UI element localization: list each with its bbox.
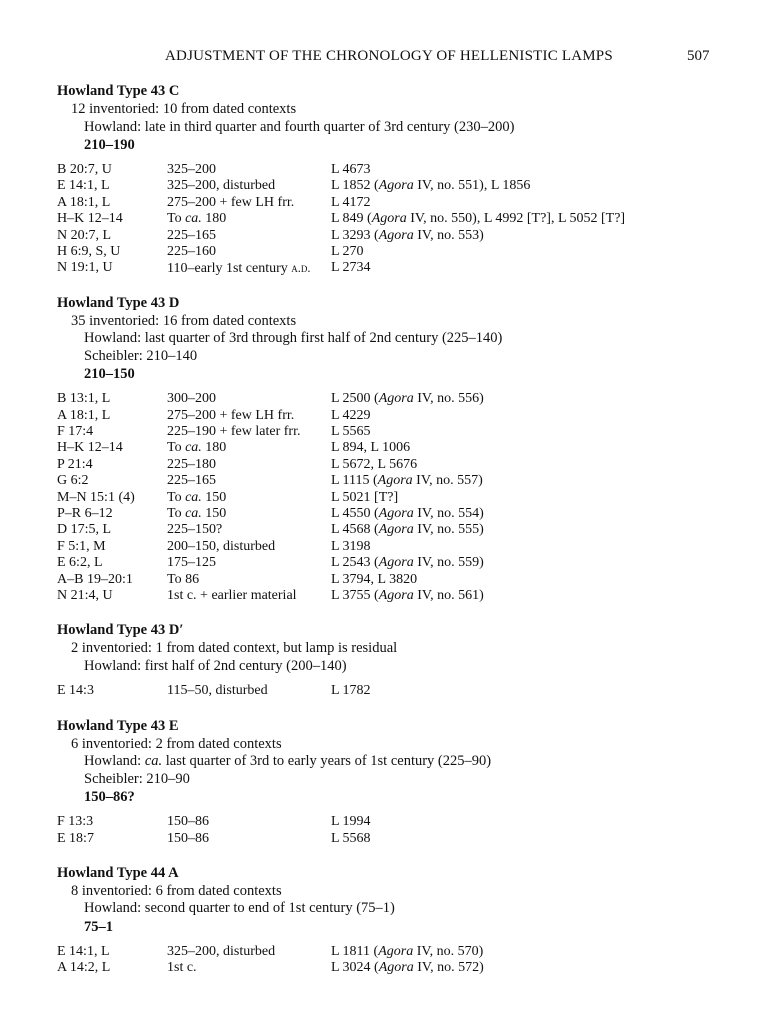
deposit-date: To 86 <box>167 571 200 587</box>
deposit-context: N 20:7, L <box>57 227 112 243</box>
type-section <box>57 294 717 605</box>
deposit-row <box>57 814 717 830</box>
deposit-context: F 5:1, M <box>57 538 106 554</box>
deposit-row <box>57 162 717 178</box>
dating-note: Howland: ca. last quarter of 3rd to early years of 1st century (225–90) <box>84 753 492 770</box>
deposit-context: G 6:2 <box>57 473 89 489</box>
lamp-inventory-numbers: L 894, L 1006 <box>331 440 411 456</box>
deposit-row <box>57 440 717 456</box>
deposit-date: To ca. 150 <box>167 489 227 505</box>
proposed-date-range: 210–150 <box>84 366 135 383</box>
lamp-inventory-numbers: L 270 <box>331 243 364 259</box>
lamp-inventory-numbers: L 4550 (Agora IV, no. 554) <box>331 505 484 521</box>
deposit-context: A–B 19–20:1 <box>57 571 133 587</box>
lamp-inventory-numbers: L 3198 <box>331 538 371 554</box>
type-heading: Howland Type 43 D <box>57 294 180 311</box>
type-section <box>57 82 717 277</box>
deposit-context: A 18:1, L <box>57 407 111 423</box>
deposit-date: 115–50, disturbed <box>167 683 268 699</box>
deposit-row <box>57 228 717 244</box>
lamp-inventory-numbers: L 3024 (Agora IV, no. 572) <box>331 960 484 976</box>
lamp-inventory-numbers: L 4229 <box>331 407 371 423</box>
page-number: 507 <box>687 48 710 64</box>
deposit-row <box>57 539 717 555</box>
deposit-date: 1st c. <box>167 960 197 976</box>
inventory-count: 12 inventoried: 10 from dated contexts <box>71 101 297 117</box>
lamp-inventory-numbers: L 3293 (Agora IV, no. 553) <box>331 227 484 243</box>
deposit-context: M–N 15:1 (4) <box>57 489 135 505</box>
deposit-row <box>57 244 717 260</box>
type-heading: Howland Type 43 E <box>57 717 179 734</box>
deposit-date: 110–early 1st century a.d. <box>167 261 311 277</box>
deposit-date: 325–200, disturbed <box>167 943 276 959</box>
type-heading: Howland Type 43 D′ <box>57 622 184 639</box>
deposit-date: To ca. 180 <box>167 211 227 227</box>
type-section <box>57 864 717 977</box>
deposit-row <box>57 260 717 276</box>
dating-note: Howland: late in third quarter and fourth quarter of 3rd century (230–200) <box>84 118 515 135</box>
deposit-date: 225–180 <box>167 456 216 472</box>
deposit-date: To ca. 180 <box>167 440 227 456</box>
deposit-date: 225–160 <box>167 243 216 259</box>
lamp-inventory-numbers: L 1811 (Agora IV, no. 570) <box>331 943 484 959</box>
deposit-context: N 19:1, U <box>57 260 113 276</box>
dating-note: Scheibler: 210–140 <box>84 347 198 364</box>
lamp-inventory-numbers: L 4568 (Agora IV, no. 555) <box>331 522 484 538</box>
proposed-date-range: 75–1 <box>84 918 113 935</box>
deposit-date: 325–200 <box>167 162 216 177</box>
type-section <box>57 717 717 847</box>
deposit-context: E 14:3 <box>57 683 94 699</box>
lamp-inventory-numbers: L 4172 <box>331 194 371 210</box>
deposit-date: 175–125 <box>167 555 216 571</box>
deposit-context: H–K 12–14 <box>57 440 123 456</box>
deposit-context: P–R 6–12 <box>57 505 113 521</box>
deposit-context: H 6:9, S, U <box>57 243 121 259</box>
deposit-context: N 21:4, U <box>57 587 113 603</box>
lamp-inventory-numbers: L 3755 (Agora IV, no. 561) <box>331 587 484 603</box>
lamp-type-listing <box>57 82 717 994</box>
type-heading: Howland Type 44 A <box>57 864 179 881</box>
deposit-row <box>57 473 717 489</box>
deposit-context: P 21:4 <box>57 456 93 472</box>
deposit-row <box>57 424 717 440</box>
deposit-table <box>57 162 717 277</box>
type-section <box>57 621 717 699</box>
dating-note: Howland: second quarter to end of 1st century (75–1) <box>84 900 395 917</box>
deposit-row <box>57 588 717 604</box>
deposit-date: 225–165 <box>167 227 216 243</box>
running-title: ADJUSTMENT OF THE CHRONOLOGY OF HELLENISTIC LAMPS <box>165 48 613 64</box>
deposit-context: F 13:3 <box>57 814 94 830</box>
deposit-context: E 14:1, L <box>57 178 110 194</box>
deposit-row <box>57 831 717 847</box>
deposit-row <box>57 572 717 588</box>
type-heading: Howland Type 43 C <box>57 83 180 99</box>
running-head <box>0 48 760 68</box>
dating-note: Howland: last quarter of 3rd through first half of 2nd century (225–140) <box>84 330 503 347</box>
deposit-row <box>57 960 717 976</box>
deposit-context: H–K 12–14 <box>57 211 123 227</box>
deposit-date: 200–150, disturbed <box>167 538 276 554</box>
lamp-inventory-numbers: L 5565 <box>331 424 371 440</box>
deposit-table <box>57 683 717 699</box>
deposit-table <box>57 944 717 977</box>
deposit-context: E 14:1, L <box>57 943 110 959</box>
deposit-date: 275–200 + few LH frr. <box>167 407 295 423</box>
deposit-date: 225–190 + few later frr. <box>167 424 301 440</box>
lamp-inventory-numbers: L 5021 [T?] <box>331 489 399 505</box>
deposit-date: 225–165 <box>167 473 216 489</box>
lamp-inventory-numbers: L 4673 <box>331 162 371 177</box>
deposit-date: 150–86 <box>167 814 209 830</box>
deposit-date: 275–200 + few LH frr. <box>167 194 295 210</box>
lamp-inventory-numbers: L 1994 <box>331 814 371 830</box>
deposit-row <box>57 408 717 424</box>
deposit-row <box>57 683 717 699</box>
dating-note: Howland: first half of 2nd century (200–140) <box>84 657 347 674</box>
lamp-inventory-numbers: L 849 (Agora IV, no. 550), L 4992 [T?], L 5052 [T?] <box>331 211 626 227</box>
proposed-date-range: 210–190 <box>84 137 135 153</box>
deposit-context: E 18:7 <box>57 830 94 846</box>
deposit-row <box>57 457 717 473</box>
deposit-date: To ca. 150 <box>167 505 227 521</box>
deposit-context: E 6:2, L <box>57 555 103 571</box>
inventory-count: 8 inventoried: 6 from dated contexts <box>71 882 282 899</box>
deposit-row <box>57 555 717 571</box>
lamp-inventory-numbers: L 3794, L 3820 <box>331 571 418 587</box>
lamp-inventory-numbers: L 5672, L 5676 <box>331 456 418 472</box>
inventory-count: 35 inventoried: 16 from dated contexts <box>71 312 297 329</box>
deposit-date: 300–200 <box>167 391 216 407</box>
deposit-row <box>57 944 717 960</box>
lamp-inventory-numbers: L 5568 <box>331 830 371 846</box>
lamp-inventory-numbers: L 1782 <box>331 683 371 699</box>
dating-note: Scheibler: 210–90 <box>84 770 190 787</box>
deposit-date: 150–86 <box>167 830 209 846</box>
deposit-table <box>57 814 717 847</box>
lamp-inventory-numbers: L 1115 (Agora IV, no. 557) <box>331 473 483 489</box>
deposit-row <box>57 522 717 538</box>
lamp-inventory-numbers: L 2543 (Agora IV, no. 559) <box>331 555 484 571</box>
deposit-context: F 17:4 <box>57 424 94 440</box>
deposit-table <box>57 391 717 604</box>
deposit-row <box>57 391 717 407</box>
deposit-row <box>57 211 717 227</box>
proposed-date-range: 150–86? <box>84 789 135 806</box>
deposit-context: A 18:1, L <box>57 194 111 210</box>
deposit-context: B 13:1, L <box>57 391 111 407</box>
lamp-inventory-numbers: L 2500 (Agora IV, no. 556) <box>331 391 484 407</box>
deposit-row <box>57 178 717 194</box>
deposit-context: A 14:2, L <box>57 960 111 976</box>
deposit-date: 1st c. + earlier material <box>167 587 297 603</box>
inventory-count: 6 inventoried: 2 from dated contexts <box>71 735 282 752</box>
deposit-context: D 17:5, L <box>57 522 112 538</box>
deposit-row <box>57 506 717 522</box>
lamp-inventory-numbers: L 1852 (Agora IV, no. 551), L 1856 <box>331 178 531 194</box>
lamp-inventory-numbers: L 2734 <box>331 260 371 276</box>
deposit-row <box>57 195 717 211</box>
deposit-date: 225–150? <box>167 522 223 538</box>
deposit-row <box>57 490 717 506</box>
deposit-context: B 20:7, U <box>57 162 112 177</box>
deposit-date: 325–200, disturbed <box>167 178 276 194</box>
inventory-count: 2 inventoried: 1 from dated context, but lamp is residual <box>71 640 398 657</box>
